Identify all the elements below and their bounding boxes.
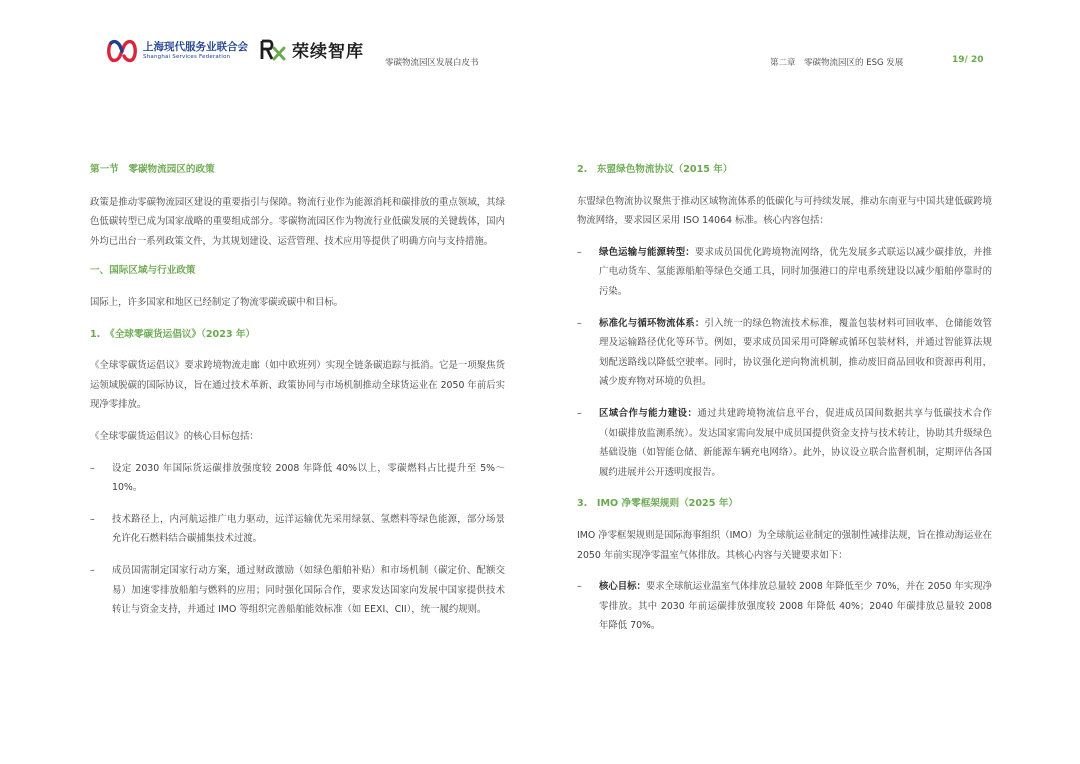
page-header (0, 0, 1080, 80)
item3-title: 3. IMO 净零框架规则（2025 年） (577, 498, 738, 510)
item2-intro: 东盟绿色物流协议聚焦于推动区域物流体系的低碳化与可持续发展，推动东南亚与中国共建低碳跨境物流网络，要求园区采用 ISO 14064 标准。核心内容包括： (577, 195, 992, 227)
federation-logo-icon (107, 39, 137, 63)
list-item: – 技术路径上，内河航运推广电力驱动，远洋运输优先采用绿氨、氢燃料等绿色能源，部分场景允许化石燃料结合碳捕集技术过渡。 (90, 513, 505, 545)
item3-intro: IMO 净零框架规则是国际海事组织（IMO）为全球航运业制定的强制性减排法规，旨在推动海运业在 2050 年前实现净零温室气体排放。其核心内容与关键要求如下： (577, 529, 992, 561)
section-title: 第一节 零碳物流园区的政策 (90, 164, 215, 175)
list-item: – 设定 2030 年国际货运碳排放强度较 2008 年降低 40%以上，零碳燃料占比提升至 5%～10%。 (90, 462, 505, 494)
list-item: – 区域合作与能力建设：通过共建跨境物流信息平台，促进成员国间数据共享与低碳技术合作（如碳排放监测系统）。发达国家需向发展中成员国提供资金支持与技术转让，协助其升级绿色基础设施（如智能仓储、新能源车辆充电网络）。此外，协议设立联合监督机制，定期评估各国履约进展并公开透明度报告。 (577, 407, 992, 478)
document-title: 零碳物流园区发展白皮书 (385, 58, 479, 68)
list-item: – 绿色运输与能源转型：要求成员国优化跨境物流网络，优先发展多式联运以减少碳排放，并推广电动货车、氢能源船舶等绿色交通工具，同时加强港口的岸电系统建设以减少船舶停靠时的污染。 (577, 246, 992, 297)
page-number: 19/ 20 (952, 55, 984, 65)
org2-logo (260, 37, 364, 62)
subsection-title: 一、国际区域与行业政策 (90, 265, 196, 277)
section-intro: 政策是推动零碳物流园区建设的重要指引与保障。物流行业作为能源消耗和碳排放的重点领域，其绿色低碳转型已成为国家战略的重要组成部分。零碳物流园区作为物流行业低碳发展的关键载体，国内外均已出台一系列政策文件，为其规划建设、运营管理、技术应用等提供了明确方向与支持措施。 (90, 196, 505, 247)
item1-paragraph: 《全球零碳货运倡议》要求跨境物流走廊（如中欧班列）实现全链条碳追踪与抵消。它是一项聚焦货运领域脱碳的国际协议，旨在通过技术革新、政策协同与市场机制推动全球货运业在 2050 年前后实现净零排放。 (90, 360, 505, 411)
item1-goals-intro: 《全球零碳货运倡议》的核心目标包括： (90, 430, 259, 442)
org1-name-cn: 上海现代服务业联合会 (143, 41, 248, 53)
list-item: – 核心目标：要求全球航运业温室气体排放总量较 2008 年降低至少 70%，并在 2050 年实现净零排放。其中 2030 年前运碳排放强度较 2008 年降低 40%；2040 年碳排放总量较 2008 年降低 70%。 (577, 581, 992, 632)
left-column (90, 160, 505, 620)
chapter-label: 第二章 零碳物流园区的 ESG 发展 (770, 58, 904, 68)
subsection-intro: 国际上，许多国家和地区已经制定了物流零碳或碳中和目标。 (90, 296, 344, 308)
rx-logo-icon (260, 39, 286, 61)
item2-title: 2. 东盟绿色物流协议（2015 年） (577, 164, 733, 175)
list-item: – 标准化与循环物流体系：引入统一的绿色物流技术标准，覆盖包装材料可回收率、仓储能效管理及运输路径优化等环节。例如，要求成员国采用可降解或循环包装材料，并通过智能算法规划配送路线以降低空驶率。同时，协议强化逆向物流机制，推动废旧商品回收和资源再利用，减少废弃物对环境的负担。 (577, 317, 992, 388)
item1-title: 1. 《全球零碳货运倡议》（2023 年） (90, 328, 256, 340)
org1-logo (107, 39, 248, 63)
right-column (577, 160, 992, 636)
org1-name-en: Shanghai Services Federation (143, 54, 231, 60)
org2-name: 荣续智库 (292, 42, 364, 62)
list-item: – 成员国需制定国家行动方案，通过财政激励（如绿色船舶补贴）和市场机制（碳定价、配额交易）加速零排放船舶与燃料的应用；同时强化国际合作，要求发达国家向发展中国家提供技术转让与资金支持，并通过 IMO 等组织完善船舶能效标准（如 EEXI、CII），统一履约规则。 (90, 564, 505, 616)
